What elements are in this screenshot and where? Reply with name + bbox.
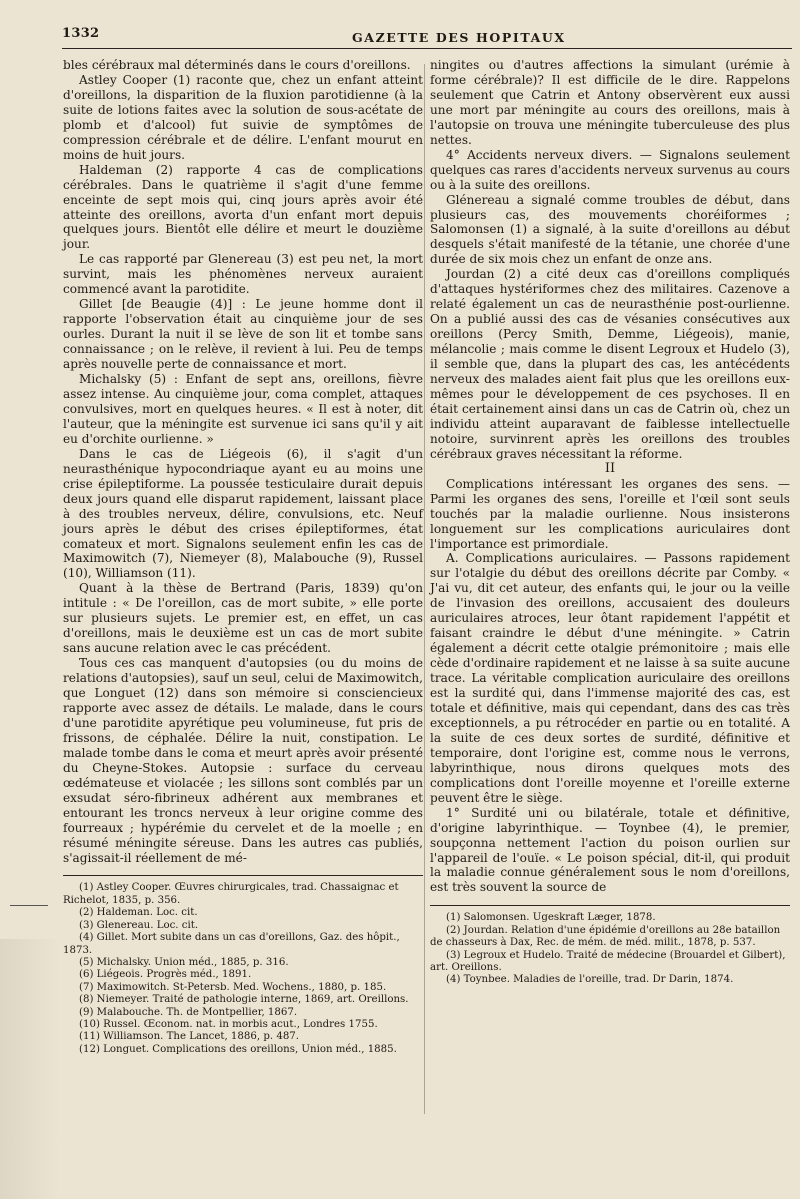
running-title: GAZETTE DES HOPITAUX [352,30,566,45]
footnote: (1) Salomonsen. Ugeskraft Læger, 1878. [446,912,656,924]
left-column [63,58,423,1056]
footnote: (4) Toynbee. Maladies de l'oreille, trad. Dr Darin, 1874. [446,974,734,986]
footnote: (5) Michalsky. Union méd., 1885, p. 316. [79,956,289,968]
paragraph: Glénereau a signalé comme troubles de début, dans plusieurs cas, des mouvements choréiformes ; Salomonsen (1) a signalé, à la suite d'oreillons au début desquels s'était manifesté de la tétanie, une chorée d'une durée de six mois chez un enfant de onze ans. [430,192,790,267]
footnote-rule [430,905,790,906]
footnote: (3) Glenereau. Loc. cit. [79,919,199,931]
right-column [430,58,790,987]
page-number: 1332 [62,26,100,41]
footnote: (10) Russel. Œconom. nat. in morbis acut., Londres 1755. [79,1018,378,1030]
footnote: (9) Malabouche. Th. de Montpellier, 1867. [79,1006,298,1018]
paragraph: Astley Cooper (1) raconte que, chez un enfant atteint d'oreillons, la disparition de la fluxion parotidienne (à la suite de lotions faites avec la solution de sous-acétate de plomb et d'alcool) fut suivie de symptômes de compression cérébrale et de délire. L'enfant mourut en moins de huit jours. [63,72,423,162]
footnotes [63,882,423,1056]
paragraph: Michalsky (5) : Enfant de sept ans, oreillons, fièvre assez intense. Au cinquième jour, coma complet, attaques convulsives, mort en quelques heures. « Il est à noter, dit l'auteur, que la méningite est survenue ici sans qu'il y ait eu d'orchite ourlienne. » [63,372,423,446]
column-divider [424,64,425,1114]
footnote: (7) Maximowitch. St-Petersb. Med. Wochens., 1880, p. 185. [79,981,387,993]
margin-mark [10,905,48,906]
paragraph: Jourdan (2) a cité deux cas d'oreillons compliqués d'attaques hystériformes chez des militaires. Cazenove a relaté également un cas de neurasthénie post-ourlienne. On a publié aussi des cas de vésanies consécutives aux oreillons (Percy Smith, Demme, Liégeois), manie, mélancolie ; mais comme le disent Legroux et Hudelo (3), il semble que, dans la plupart des cas, les antécédents nerveux des malades aient fait plus que les oreillons eux-mêmes pour le développement de ces psychoses. Il en était certainement ainsi dans un cas de Catrin où, chez un individu atteint auparavant de faiblesse intellectuelle notoire, survinrent après les oreillons des troubles cérébraux graves nécessitant la réforme. [430,267,790,461]
paragraph: Haldeman (2) rapporte 4 cas de complications cérébrales. Dans le quatrième il s'agit d'une femme enceinte de sept mois qui, cinq jours après avoir été atteinte des oreillons, avorta d'un enfant mort depuis quelques jours. Bientôt elle délire et meurt le douzième jour. [63,162,423,252]
footnote: (3) Legroux et Hudelo. Traité de médecine (Brouardel et Gilbert), art. Oreillons. [430,949,786,973]
paragraph: Complications intéressant les organes des sens. — Parmi les organes des sens, l'oreille et l'œil sont seuls touchés par la maladie ourlienne. Nous insisterons longuement sur les complications auriculaires dont l'importance est primordiale. [430,476,790,551]
footnote: (6) Liégeois. Progrès méd., 1891. [79,969,252,981]
section-numeral: II [604,460,616,476]
paragraph: Tous ces cas manquent d'autopsies (ou du moins de relations d'autopsies), sauf un seul, celui de Maximowitch, que Longuet (12) dans son mémoire si consciencieux rapporte avec assez de détails. Le malade, dans le cours d'une parotidite apyrétique peu volumineuse, fut pris de frissons, de céphalée. Délire la nuit, constipation. Le malade tombe dans le coma et meurt après avoir présenté du Cheyne-Stokes. Autopsie : surface du cerveau œdémateuse et violacée ; les sillons sont comblés par un exsudat séro-fibrineux adhérent aux membranes et entourant les troncs nerveux à leur origine comme des fourreaux ; hypérémie du cervelet et de la moelle ; en résumé méningite séreuse. Dans les autres cas publiés, s'agissait-il réellement de mé- [63,656,423,865]
paragraph: 4° Accidents nerveux divers. — Signalons seulement quelques cas rares d'accidents nerveux survenus au cours ou à la suite des oreillons. [430,147,790,192]
footnote: (2) Haldeman. Loc. cit. [79,907,198,919]
footnote: (4) Gillet. Mort subite dans un cas d'oreillons, Gaz. des hôpit., 1873. [63,932,400,956]
paragraph: Quant à la thèse de Bertrand (Paris, 1839) qu'on intitule : « De l'oreillon, cas de mort subite, » elle porte sur plusieurs sujets. Le premier est, en effet, un cas d'oreillons, mais le deuxième est un cas de mort subite sans aucune relation avec le cas précédent. [63,581,423,656]
paragraph: 1° Surdité uni ou bilatérale, totale et définitive, d'origine labyrinthique. — Toynbee (4), le premier, soupçonna nettement l'action du poison ourlien sur l'appareil de l'ouïe. « Le poison spécial, dit-il, qui produit la maladie connue généralement sous le nom d'oreillons, est très souvent la source de [430,805,790,895]
footnote: (11) Williamson. The Lancet, 1886, p. 487. [79,1031,300,1043]
footnote-rule [63,875,423,876]
footnote: (12) Longuet. Complications des oreillons, Union méd., 1885. [79,1043,397,1055]
paragraph: bles cérébraux mal déterminés dans le cours d'oreillons. [63,58,411,72]
footnotes [430,912,790,986]
paragraph: Le cas rapporté par Glenereau (3) est peu net, la mort survint, mais les phénomènes nerveux auraient commencé avant la parotidite. [63,252,423,297]
page-edge-shadow [0,939,60,1199]
paragraph: Dans le cas de Liégeois (6), il s'agit d'un neurasthénique hypocondriaque ayant eu au moins une crise épileptiforme. La poussée testiculaire durait depuis deux jours quand elle disparut rapidement, laissant place à des troubles nerveux, délire, convulsions, etc. Neuf jours après le début des crises épileptiformes, état comateux et mort. Signalons seulement enfin les cas de Maximowitch (7), Niemeyer (8), Malabouche (9), Russel (10), Williamson (11). [63,446,423,581]
paragraph: Gillet [de Beaugie (4)] : Le jeune homme dont il rapporte l'observation était au cinquième jour de ses ourles. Durant la nuit il se lève de son lit et tombe sans connaissance ; on le relève, il revient à lui. Peu de temps après nouvelle perte de connaissance et mort. [63,297,423,372]
footnote: (1) Astley Cooper. Œuvres chirurgicales, trad. Chassaignac et Richelot, 1835, p. 356. [63,882,399,906]
paragraph: A. Complications auriculaires. — Passons rapidement sur l'otalgie du début des oreillons décrite par Comby. « J'ai vu, dit cet auteur, des enfants qui, le jour ou la veille de l'invasion des oreillons, accusaient des douleurs auriculaires atroces, leur ôtant rapidement l'appétit et faisant craindre le début d'une méningite. » Catrin également a décrit cette otalgie prémonitoire ; mais elle cède d'ordinaire rapidement et ne laisse à sa suite aucune trace. La véritable complication auriculaire des oreillons est la surdité qui, dans l'immense majorité des cas, est totale et définitive, mais qui cependant, dans des cas très exceptionnels, a pu rétrocéder en partie ou en totalité. A la suite de ces deux sortes de surdité, définitive et temporaire, dont l'origine est, comme nous le verrons, labyrinthique, nous dirons quelques mots des complications dont l'oreille moyenne et l'oreille externe peuvent être le siège. [430,551,790,805]
footnote: (2) Jourdan. Relation d'une épidémie d'oreillons au 28e bataillon de chasseurs à Dax, Rec. de mém. de méd. milit., 1878, p. 537. [430,924,781,949]
page-header [62,26,792,49]
paragraph: ningites ou d'autres affections la simulant (urémie à forme cérébrale)? Il est difficile de le dire. Rappelons seulement que Catrin et Antony observèrent eux aussi une mort par méningite au cours des oreillons, mais à l'autopsie on trouva une méningite tuberculeuse des plus nettes. [430,58,790,147]
footnote: (8) Niemeyer. Traité de pathologie interne, 1869, art. Oreillons. [79,994,409,1006]
